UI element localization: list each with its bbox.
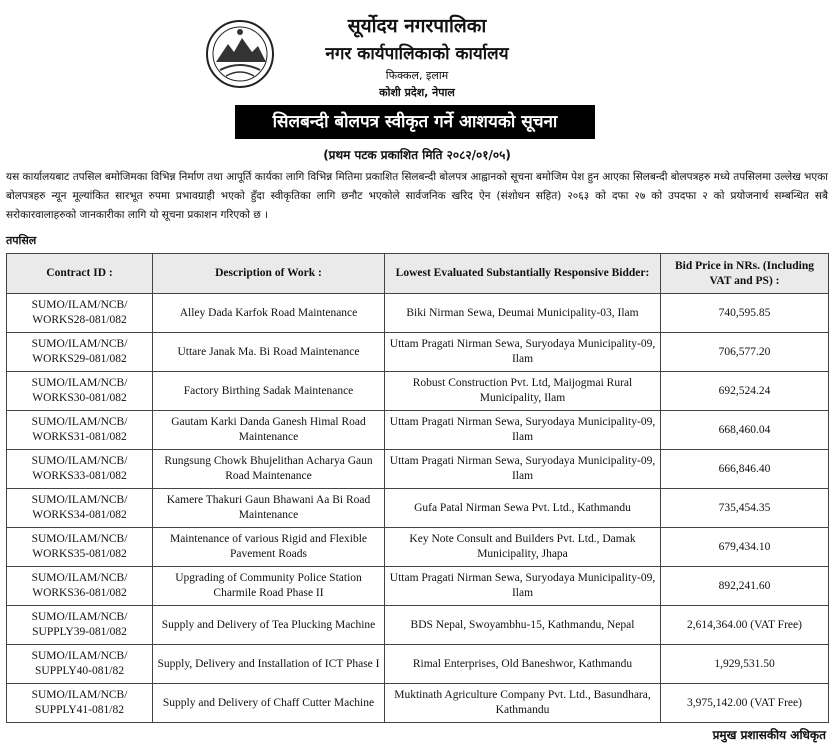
description-cell: Supply and Delivery of Chaff Cutter Machine [153,684,385,723]
description-cell: Rungsung Chowk Bhujelithan Acharya Gaun Road Maintenance [153,450,385,489]
description-cell: Supply, Delivery and Installation of ICT Phase I [153,645,385,684]
description-cell: Factory Birthing Sadak Maintenance [153,372,385,411]
bidder-cell: Uttam Pragati Nirman Sewa, Suryodaya Municipality-09, Ilam [385,567,661,606]
contract-id-cell: SUMO/ILAM/NCB/ SUPPLY39-081/082 [7,606,153,645]
table-header-row [7,254,829,294]
table-row [7,567,829,606]
table-row [7,606,829,645]
table-row [7,489,829,528]
signatory-title: प्रमुख प्रशासकीय अधिकृत [712,728,826,742]
header-description: Description of Work : [153,254,385,294]
contract-id-cell: SUMO/ILAM/NCB/ WORKS36-081/082 [7,567,153,606]
bidder-cell: Biki Nirman Sewa, Deumai Municipality-03, Ilam [385,294,661,333]
bidder-cell: Robust Construction Pvt. Ltd, Maijogmai Rural Municipality, Ilam [385,372,661,411]
price-cell: 666,846.40 [661,450,829,489]
bidder-cell: Muktinath Agriculture Company Pvt. Ltd., Basundhara, Kathmandu [385,684,661,723]
bidder-cell: BDS Nepal, Swoyambhu-15, Kathmandu, Nepal [385,606,661,645]
price-cell: 668,460.04 [661,411,829,450]
price-cell: 1,929,531.50 [661,645,829,684]
price-cell: 735,454.35 [661,489,829,528]
bidder-cell: Key Note Consult and Builders Pvt. Ltd., Damak Municipality, Jhapa [385,528,661,567]
contract-id-cell: SUMO/ILAM/NCB/ WORKS31-081/082 [7,411,153,450]
office-name: नगर कार्यपालिकाको कार्यालय [325,44,509,64]
table-row [7,684,829,723]
contract-id-cell: SUMO/ILAM/NCB/ WORKS35-081/082 [7,528,153,567]
header-bid-price: Bid Price in NRs. (Including VAT and PS) : [661,254,829,294]
price-cell: 706,577.20 [661,333,829,372]
price-cell: 892,241.60 [661,567,829,606]
contract-id-cell: SUMO/ILAM/NCB/ SUPPLY40-081/82 [7,645,153,684]
description-cell: Upgrading of Community Police Station Charmile Road Phase II [153,567,385,606]
price-cell: 679,434.10 [661,528,829,567]
bidder-cell: Gufa Patal Nirman Sewa Pvt. Ltd., Kathmandu [385,489,661,528]
contract-id-cell: SUMO/ILAM/NCB/ WORKS30-081/082 [7,372,153,411]
price-cell: 692,524.24 [661,372,829,411]
table-row [7,411,829,450]
bidder-cell: Uttam Pragati Nirman Sewa, Suryodaya Municipality-09, Ilam [385,411,661,450]
description-cell: Uttare Janak Ma. Bi Road Maintenance [153,333,385,372]
price-cell: 2,614,364.00 (VAT Free) [661,606,829,645]
first-published-date: (प्रथम पटक प्रकाशित मिति २०८२/०१/०५) [323,148,511,162]
notice-header [0,0,834,168]
contract-id-cell: SUMO/ILAM/NCB/ WORKS28-081/082 [7,294,153,333]
office-province: कोशी प्रदेश, नेपाल [379,86,455,99]
notice-title: सिलबन्दी बोलपत्र स्वीकृत गर्ने आशयको सूचना [235,105,595,139]
description-cell: Kamere Thakuri Gaun Bhawani Aa Bi Road Maintenance [153,489,385,528]
table-row [7,450,829,489]
table-row [7,333,829,372]
description-cell: Gautam Karki Danda Ganesh Himal Road Maintenance [153,411,385,450]
contract-id-cell: SUMO/ILAM/NCB/ SUPPLY41-081/82 [7,684,153,723]
header-contract-id: Contract ID : [7,254,153,294]
description-cell: Maintenance of various Rigid and Flexible Pavement Roads [153,528,385,567]
contract-id-cell: SUMO/ILAM/NCB/ WORKS33-081/082 [7,450,153,489]
description-cell: Supply and Delivery of Tea Plucking Machine [153,606,385,645]
bidder-cell: Uttam Pragati Nirman Sewa, Suryodaya Municipality-09, Ilam [385,450,661,489]
contract-id-cell: SUMO/ILAM/NCB/ WORKS34-081/082 [7,489,153,528]
table-row [7,294,829,333]
header-bidder: Lowest Evaluated Substantially Responsive Bidder: [385,254,661,294]
bidder-cell: Uttam Pragati Nirman Sewa, Suryodaya Municipality-09, Ilam [385,333,661,372]
bidder-cell: Rimal Enterprises, Old Baneshwor, Kathmandu [385,645,661,684]
description-cell: Alley Dada Karfok Road Maintenance [153,294,385,333]
municipality-name: सूर्योदय नगरपालिका [347,15,487,37]
bid-table [6,253,829,723]
table-row [7,645,829,684]
contract-id-cell: SUMO/ILAM/NCB/ WORKS29-081/082 [7,333,153,372]
price-cell: 740,595.85 [661,294,829,333]
tapsil-label: तपसिल [6,234,37,247]
intro-paragraph: यस कार्यालयबाट तपसिल बमोजिमका विभिन्न निर्माण तथा आपूर्ति कार्यका लागि विभिन्न मितिमा प्रकाशित सिलबन्दी बोलपत्र आह्वानको सूचना बमोजिम पेश हुन आएका सिलबन्दी बोलपत्रहरु मध्ये तपसिलमा उल्लेख भएका बोलपत्रहरु न्यून मूल्यांकित सारभूत रुपमा प्रभावग्राही भएको हुँदा स्वीकृतिका लागि छनौट भएकोले सार्वजनिक खरिद ऐन (संशोधन सहित) २०६३ को दफा २७ को उपदफा २ को प्रयोजनार्थ सम्बन्धित सबै सरोकारवालाहरुको जानकारीका लागि यो सूचना प्रकाशन गरिएको छ । [6,171,828,221]
price-cell: 3,975,142.00 (VAT Free) [661,684,829,723]
table-row [7,372,829,411]
table-row [7,528,829,567]
office-location: फिक्कल, इलाम [385,69,449,82]
